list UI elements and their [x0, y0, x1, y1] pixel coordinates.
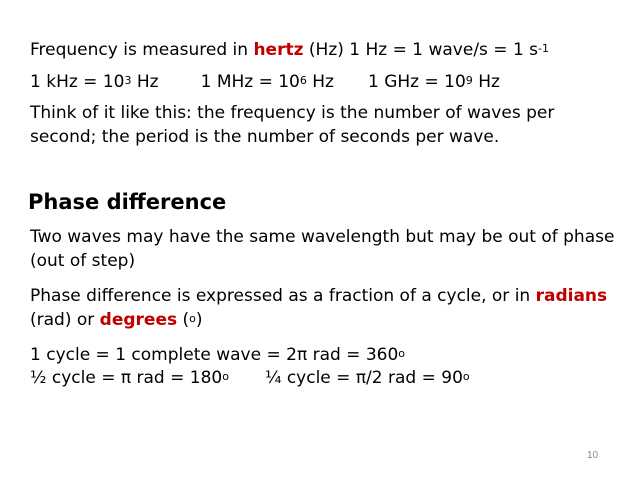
khz-unit: Hz — [131, 72, 159, 92]
hertz-definition-text: (Hz) 1 Hz = 1 wave/s = 1 s — [303, 40, 539, 60]
degrees-term: degrees — [99, 310, 178, 330]
ghz-unit: Hz — [472, 72, 500, 92]
ghz-text: 1 GHz = 10 — [368, 72, 466, 92]
phase-expression-text — [30, 284, 615, 332]
same-wavelength-text: Two waves may have the same wavelength but may be out of phase (out of step) — [30, 227, 615, 271]
half-cycle-text: ½ cycle = π rad = 180 — [30, 368, 223, 388]
mhz-text: 1 MHz = 10 — [200, 72, 300, 92]
fraction-cycle-line — [30, 366, 470, 390]
frequency-unit-line — [30, 38, 549, 62]
degree-open-paren: ( — [177, 310, 190, 330]
khz-exponent: 3 — [124, 74, 132, 87]
page-number: 10 — [587, 450, 599, 461]
full-cycle-degree-symbol: o — [398, 347, 406, 360]
full-cycle-line — [30, 343, 405, 367]
phase-expression-intro: Phase difference is expressed as a fraction of a cycle, or in — [30, 286, 536, 306]
ghz-exponent: 9 — [465, 74, 473, 87]
degree-close-paren: ) — [195, 310, 203, 330]
rad-abbrev-text: (rad) or — [30, 310, 100, 330]
quarter-cycle-degree-symbol: o — [462, 370, 470, 383]
frequency-intro-text: Frequency is measured in — [30, 40, 254, 60]
radians-term: radians — [535, 286, 608, 306]
quarter-cycle-text: ¼ cycle = π/2 rad = 90 — [264, 368, 463, 388]
khz-text: 1 kHz = 10 — [30, 72, 125, 92]
half-cycle-degree-symbol: o — [222, 370, 229, 383]
full-cycle-text: 1 cycle = 1 complete wave = 2π rad = 360 — [30, 345, 399, 365]
hertz-term: hertz — [253, 40, 304, 60]
mhz-unit: Hz — [306, 72, 334, 92]
mhz-exponent: 6 — [299, 74, 307, 87]
degree-symbol: o — [189, 312, 196, 325]
inverse-second-exponent: -1 — [538, 42, 549, 55]
frequency-period-explanation: Think of it like this: the frequency is the number of waves per second; the period is the number of seconds per wave. — [30, 103, 555, 147]
phase-difference-heading: Phase difference — [28, 190, 227, 214]
unit-prefix-line — [30, 70, 500, 94]
